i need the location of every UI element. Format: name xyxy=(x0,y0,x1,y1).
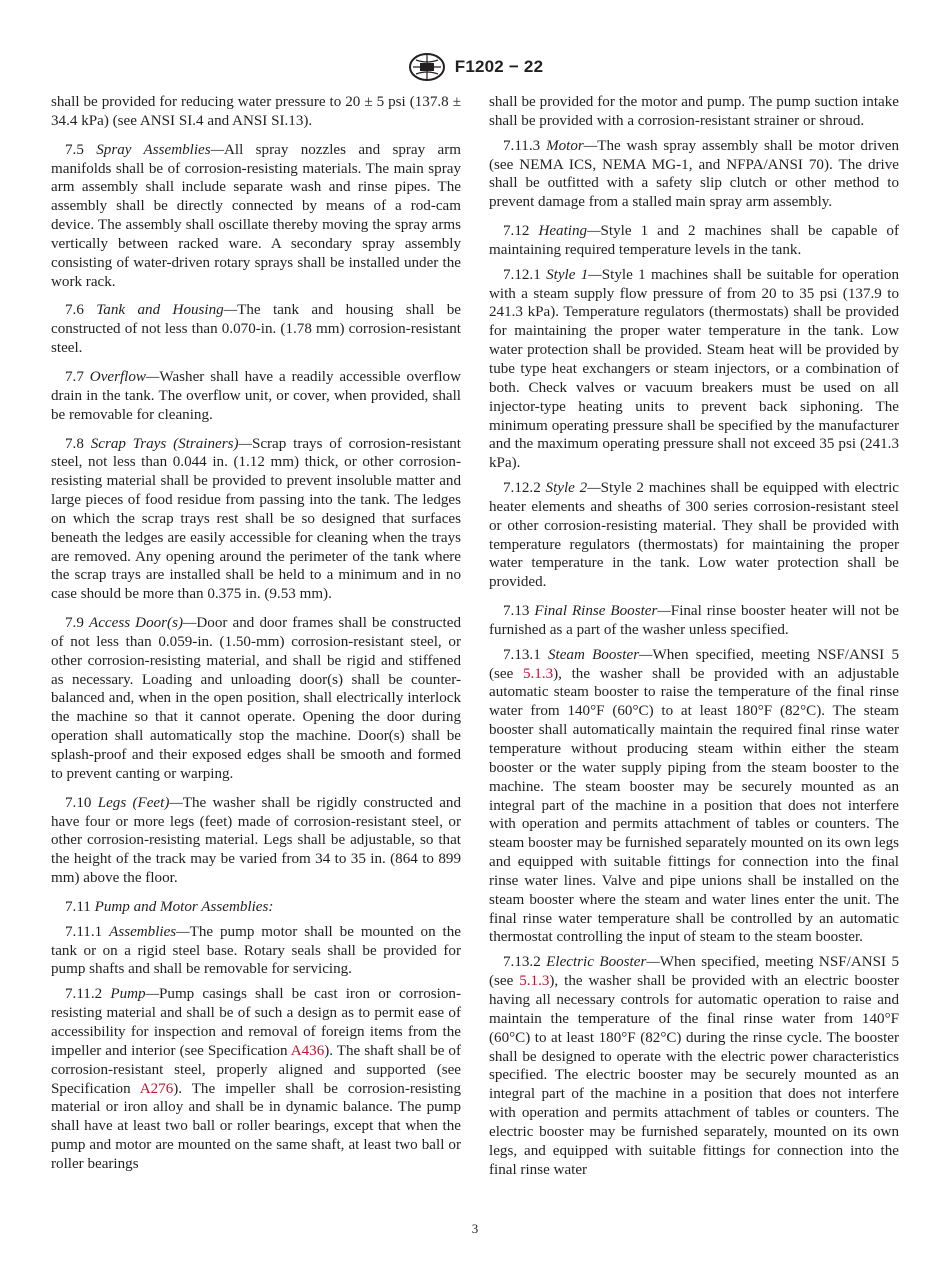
section-text: Final rinse booster heater will not be furnished as a part of the washer unless specified. xyxy=(489,603,899,638)
section-text: The tank and housing shall be constructed of not less than 0.070-in. (1.78 mm) corrosion-resistant steel. xyxy=(51,302,461,357)
section-heading: Tank and Housing— xyxy=(96,302,238,319)
reference-link-5-1-3[interactable]: 5.1.3 xyxy=(522,665,554,682)
section-number: 7.8 xyxy=(65,435,84,452)
section-7-12-2 xyxy=(489,479,899,592)
section-7-12-1 xyxy=(489,266,899,473)
section-heading: Style 1— xyxy=(546,266,602,283)
page-number: 3 xyxy=(471,1221,479,1236)
section-7-6 xyxy=(51,301,461,358)
section-heading: Legs (Feet)— xyxy=(97,794,183,811)
section-number: 7.5 xyxy=(65,141,84,158)
section-text: Style 1 machines shall be suitable for operation with a steam supply flow pressure of from 20 to 35 psi (137.9 to 241.3 kPa). Temperature regulators (thermostats) shall be provided for maintaining the proper water temperature in the tank. Low water protection shall be provided. Steam heat will be provided by tube type heat exchangers or steam injectors, or a combination of both. Check valves or vacuum breakers must be used on all injector-type heating units to prevent back siphoning. The minimum operating pressure shall be specified by the manufacturer and the maximum operating pressure shall not exceed 35 psi (241.3 kPa). xyxy=(489,266,899,472)
section-text: Scrap trays of corrosion-resistant steel, not less than 0.044 in. (1.12 mm) thick, or other corrosion-resisting material shall be provided to prevent insoluble matter and large pieces of food residue from passing into the tank. The ledges on which the scrap trays rest shall be so designed that surfaces beneath the ledges are easily accessible for cleaning when the trays are removed. Any opening around the perimeter of the tank where the scrap trays are installed shall be held to a minimum and in no case should be more than 0.375 in. (9.53 mm). xyxy=(51,435,462,603)
document-id: F1202 − 22 xyxy=(454,57,544,76)
section-text: All spray nozzles and spray arm manifolds shall be of corrosion-resisting materials. The main spray arm assembly shall include separate wash and rinse pipes. The assembly shall be directly connected by means of a rod-cam device. The assembly shall oscillate thereby moving the spray arms vertically between racked ware. A secondary spray assembly consisting of water-driven rotary sprays shall be installed under the work rack. xyxy=(51,141,461,290)
section-text: Washer shall have a readily accessible overflow drain in the tank. The overflow unit, or cover, when provided, shall be removable for cleaning. xyxy=(51,368,462,423)
section-7-10 xyxy=(51,794,461,888)
section-7-11-3 xyxy=(489,137,899,212)
reference-link-5-1-3[interactable]: 5.1.3 xyxy=(519,973,550,990)
section-heading: Heating— xyxy=(538,223,601,240)
section-text: ), the washer shall be provided with an adjustable automatic steam booster to raise the temperature of the final rinse water from 140°F (60°C) to at least 180°F (82°C). The steam booster shall automatically maintain the required final rinse water temperature without producing steam within either the steam booster or the water supply piping from the steam booster to the machine. The steam booster may be securely mounted as an integral part of the machine in a position that does not interfere with operation and permits attachment of tables or counters. The steam booster may be furnished separately mounted on its own legs and equipped with suitable fittings for connection into the final rinse water lines. Valve and pipe unions shall be installed on the steam booster where the steam and water lines enter the unit. The final rinse water temperature shall be controlled by an automatic thermostat controlling the input of steam to the steam booster. xyxy=(489,665,899,946)
section-7-13-1 xyxy=(489,646,899,948)
section-number: 7.12.2 xyxy=(503,480,541,497)
section-number: 7.12 xyxy=(503,223,530,240)
astm-logo-icon xyxy=(407,52,447,82)
section-heading: Spray Assemblies— xyxy=(96,141,225,158)
section-text: Style 1 and 2 machines shall be capable of maintaining required temperature levels in the tank. xyxy=(489,223,900,258)
section-7-13 xyxy=(489,602,899,640)
section-number: 7.11.3 xyxy=(503,137,541,154)
section-heading: Access Door(s)— xyxy=(89,615,197,632)
section-7-12 xyxy=(489,222,899,260)
section-text: ). The shaft shall be of corrosion-resistant steel, properly aligned and supported (see Specification xyxy=(51,1042,461,1097)
section-heading: Overflow— xyxy=(89,368,160,385)
section-text: ). The impeller shall be corrosion-resisting material or iron alloy and shall be in dynamic balance. The pump shall have at least two ball or roller bearings, except that when the pump and motor are mounted on the same shaft, at least two ball or roller bearings xyxy=(51,1080,462,1172)
section-text: Style 2 machines shall be equipped with electric heater elements and sheaths of 300 series corrosion-resistant steel or other corrosion-resisting material. They shall be provided with temperature regulators (thermostats) for maintaining the proper water temperature in the tank. Low water protection shall be provided. xyxy=(489,480,900,591)
left-column xyxy=(51,93,461,1180)
reference-link-a436[interactable]: A436 xyxy=(290,1042,325,1059)
section-7-13-2 xyxy=(489,953,899,1179)
section-number: 7.11.2 xyxy=(65,986,103,1003)
section-7-7 xyxy=(51,368,461,425)
section-number: 7.11 xyxy=(65,898,91,915)
section-text: The wash spray assembly shall be motor driven (see NEMA ICS, NEMA MG-1, and NFPA/ANSI 70). The drive shall be outfitted with a safety slip clutch or other method to prevent damage from a stalled main spray arm assembly. xyxy=(489,137,899,211)
section-number: 7.12.1 xyxy=(503,266,541,283)
reference-link-a276[interactable]: A276 xyxy=(139,1080,174,1097)
section-number: 7.13.2 xyxy=(503,954,541,971)
section-number: 7.10 xyxy=(65,794,92,811)
section-text: Pump casings shall be cast iron or corrosion-resisting material and shall be of such a design as to permit ease of accessibility for inspection and removal of foreign items from the impeller and interior (see Specification xyxy=(51,986,461,1059)
section-7-5 xyxy=(51,141,461,292)
section-heading: Assemblies— xyxy=(109,923,190,940)
section-number: 7.7 xyxy=(65,368,84,385)
section-number: 7.13 xyxy=(503,603,530,620)
section-7-9 xyxy=(51,614,461,784)
section-text: The pump motor shall be mounted on the tank or on a rigid steel base. Rotary seals shall be provided for pump shafts and shall be removable for servicing. xyxy=(51,923,461,978)
right-column xyxy=(489,93,899,1185)
section-7-11-2 xyxy=(51,985,461,1173)
section-text: When specified, meeting NSF/ANSI 5 (see xyxy=(489,646,899,682)
section-heading: Pump and Motor Assemblies: xyxy=(94,898,274,915)
section-7-11 xyxy=(51,898,461,917)
section-heading: Motor— xyxy=(546,137,598,154)
section-text: Door and door frames shall be constructed of not less than 0.059-in. (1.50-mm) corrosion-resistant steel, or other corrosion-resisting material, and shall be rigid and stiffened as necessary. Loading and unloading door(s) shall be counter-balanced and, when in the open position, shall electrically interlock the machine so that it cannot operate. Opening the door during operation shall automatically stop the machine. Door(s) shall be splash-proof and their exposed edges shall be smooth and formed to prevent canting or warping. xyxy=(51,615,461,782)
section-number: 7.9 xyxy=(65,615,84,632)
section-number: 7.11.1 xyxy=(65,923,103,940)
section-heading: Steam Booster— xyxy=(547,646,653,663)
section-text: ), the washer shall be provided with an electric booster having all necessary controls for automatic operation to raise and maintain the temperature of the final rinse water from 140°F (60°C) to at least 180°F (82°C) during the rinse cycle. The booster shall be designed to operate with the electric power characteristics specified. The electric booster may be securely mounted as an integral part of the machine in a position that does not interfere with operation and permits attachment of tables or counters. The electric booster may be furnished separately, mounted on its own legs, and equipped with suitable fittings for connection into the final rinse water xyxy=(489,973,899,1178)
section-number: 7.6 xyxy=(65,302,84,319)
section-heading: Style 2— xyxy=(545,480,601,497)
section-heading: Pump— xyxy=(110,986,159,1003)
section-heading: Scrap Trays (Strainers)— xyxy=(90,435,252,452)
paragraph-continued: shall be provided for the motor and pump. The pump suction intake shall be provided with a corrosion-resistant strainer or shroud. xyxy=(489,94,899,129)
section-7-11-1 xyxy=(51,923,461,980)
section-heading: Electric Booster— xyxy=(546,954,660,971)
section-number: 7.13.1 xyxy=(503,646,541,663)
page-header xyxy=(0,52,950,84)
paragraph-continued: shall be provided for reducing water pressure to 20 ± 5 psi (137.8 ± 34.4 kPa) (see ANSI SI.4 and ANSI SI.13). xyxy=(51,94,461,129)
section-text: When specified, meeting NSF/ANSI 5 (see xyxy=(489,954,900,990)
section-text: The washer shall be rigidly constructed and have four or more legs (feet) made of corrosion-resistant steel, or other corrosion-resisting material. Legs shall be adjustable, so that the height of the track may be varied from 34 to 35 in. (864 to 899 mm) above the floor. xyxy=(51,794,461,887)
section-heading: Final Rinse Booster— xyxy=(534,603,671,620)
section-7-8 xyxy=(51,435,461,605)
